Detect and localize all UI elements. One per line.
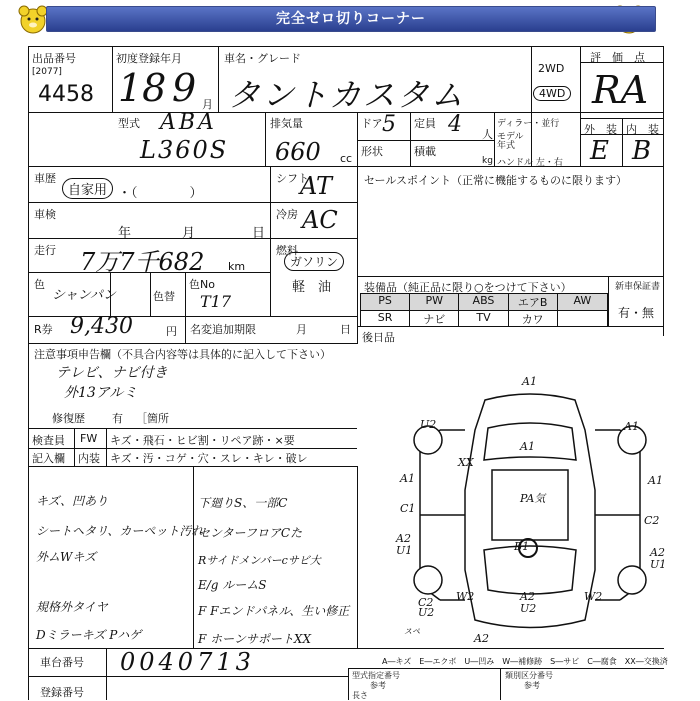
divider (28, 202, 357, 203)
inspector-fw-items: キズ・飛石・ヒビ割・リペア跡・×要 (110, 434, 295, 447)
form-left-border (28, 46, 29, 700)
inspection-day: 日 (252, 226, 266, 241)
shape-label: 形状 (361, 145, 383, 158)
type-code: L360S (140, 136, 229, 164)
registration-label: 初度登録年月 (116, 52, 182, 65)
bear-mascot-left-icon (16, 2, 50, 36)
divider (106, 428, 107, 466)
shift-label: シフト (276, 172, 309, 185)
capacity-unit: 人 (482, 128, 493, 141)
damage-mark: A1 (624, 420, 639, 433)
mileage-unit: km (228, 260, 246, 273)
divider (357, 140, 494, 141)
remark-right: Rサイドメンバーcサビ大 (198, 554, 321, 567)
damage-mark: W2 (456, 590, 475, 603)
rating-exterior-label: 外 装 (584, 123, 617, 136)
sales-point-label: セールスポイント（正常に機能するものに限ります） (364, 174, 628, 187)
damage-mark: A1 (520, 440, 535, 453)
damage-mark: C1 (400, 502, 416, 515)
displacement-unit: cc (340, 152, 353, 165)
bottom-small-e: 長さ (352, 691, 368, 700)
after-rear-label: 後日品 (362, 331, 395, 344)
divider (28, 428, 357, 429)
registration-no-label: 登録番号 (40, 686, 84, 699)
equipment-label: 装備品（純正品に限り○をつけて下さい） (364, 281, 572, 294)
dealer-steering: ハンドル 左・右 (497, 158, 563, 168)
history-label: 車歴 (34, 172, 56, 185)
type-label: 型式 (118, 117, 140, 130)
color-code: T17 (200, 292, 232, 311)
divider (494, 112, 495, 167)
divider (218, 46, 219, 113)
inspector-interior: 内装 (78, 452, 100, 465)
drive-4wd: 4WD (533, 86, 571, 101)
damage-mark: U2 (420, 418, 437, 431)
name-change-label: 名変追加期限 (190, 323, 256, 336)
divider (608, 276, 609, 326)
history-value: 自家用 (62, 178, 113, 199)
inspector-interior-items: キズ・汚・コゲ・穴・スレ・キレ・破レ (110, 452, 308, 465)
divider (357, 166, 358, 344)
damage-mark: U2 (520, 602, 537, 615)
damage-mark: U1 (650, 558, 667, 571)
inspection-month: 月 (182, 226, 196, 241)
divider (74, 428, 75, 466)
bottom-small-b: 類別区分番号 (505, 671, 553, 680)
remark-left: Dミラーキズ Pハゲ (36, 628, 142, 642)
warranty-value: 有・無 (618, 306, 655, 320)
diagram-legend: A―キズ E―エクボ U―凹み W―補修跡 S―サビ C―腐食 XX―交換済 (382, 657, 668, 666)
rating-interior: B (632, 136, 652, 166)
inspector-fw: FW (80, 432, 98, 445)
mileage-label: 走行 (34, 244, 56, 257)
capacity-value: 4 (448, 112, 462, 137)
repair-place: ［箇所 (136, 412, 169, 425)
model-name-value: タントカスタム (228, 76, 466, 114)
displacement-value: 660 (275, 138, 321, 166)
form-right-border (663, 46, 664, 336)
load-label: 積載 (414, 145, 436, 158)
damage-mark: U1 (396, 544, 413, 557)
bottom-small-a: 型式指定番号 (352, 671, 400, 680)
shift-value: AT (300, 172, 333, 200)
type-prefix: ABA (160, 110, 217, 135)
notes-line2: 外13アルミ (64, 385, 138, 401)
equipment-item (558, 311, 607, 327)
dealer-model-year: モデル年式 (497, 132, 524, 151)
rating-interior-label: 内 装 (626, 123, 659, 136)
equipment-item: PW (410, 294, 459, 311)
repair-label: 修復歴 (52, 412, 85, 425)
ac-label: 冷房 (276, 208, 298, 221)
load-unit: kg (482, 156, 493, 166)
divider (357, 466, 358, 649)
divider (150, 272, 151, 316)
rating-exterior: E (590, 136, 609, 166)
recycle-value: 9,430 (70, 314, 133, 339)
divider (112, 46, 113, 113)
remark-right: 下廻りS、一部C (198, 496, 288, 510)
equipment-item: TV (459, 311, 508, 327)
recycle-label: R券 (34, 323, 53, 336)
rating-value: RA (592, 68, 649, 112)
bottom-small-d: 参考 (524, 681, 540, 690)
divider (265, 112, 266, 167)
bottom-small-c: 参考 (370, 681, 386, 690)
divider (185, 272, 186, 316)
model-name-label: 車名・グレード (224, 52, 301, 65)
capacity-label: 定員 (414, 117, 436, 130)
damage-mark: A1 (400, 472, 415, 485)
damage-mark: U2 (418, 606, 435, 619)
color-value: シャンパン (52, 288, 116, 303)
inspector-label-2: 記入欄 (32, 452, 65, 465)
divider (28, 343, 357, 344)
form-top-border (28, 46, 664, 47)
equipment-item: PS (361, 294, 410, 311)
damage-mark: B1 (514, 540, 530, 553)
equipment-item: カワ (509, 311, 558, 327)
lot-number: 4458 (38, 82, 94, 107)
remark-left: 外ムWキズ (36, 550, 97, 564)
registration-month-unit: 月 (202, 98, 213, 111)
damage-mark: A2 (396, 532, 411, 545)
history-suffix: ・（ ） (118, 186, 203, 201)
drive-2wd: 2WD (538, 62, 565, 75)
chassis-value: 0040713 (120, 648, 255, 676)
ac-value: AC (302, 206, 338, 234)
remark-left: シートヘタリ、カーペット汚れ (36, 524, 204, 538)
divider (580, 46, 581, 166)
name-change-month: 月 (296, 323, 307, 336)
damage-mark: A2 (520, 590, 535, 603)
registration-year: 18 (118, 66, 167, 110)
fuel-value: ガソリン (284, 252, 344, 271)
divider (106, 648, 107, 700)
color-code-label: 色No (189, 278, 215, 291)
damage-mark: A2 (474, 632, 489, 645)
fuel-label: 燃料 (276, 244, 298, 257)
damage-mark: A1 (522, 375, 537, 388)
lot-sub-code: [2077] (32, 67, 62, 77)
doors-value: 5 (382, 112, 396, 137)
equipment-item: ABS (459, 294, 508, 311)
divider (28, 676, 348, 677)
divider (348, 668, 349, 700)
doors-label: ドア (361, 117, 383, 130)
divider (270, 166, 271, 316)
divider (193, 466, 194, 649)
banner-title: 完全ゼロ切りコーナー (46, 6, 656, 32)
inspection-year: 年 (118, 226, 132, 241)
repair-value: 有 (112, 412, 123, 425)
equipment-grid (360, 293, 608, 327)
equipment-item: SR (361, 311, 410, 327)
damage-mark: A1 (648, 474, 663, 487)
divider (185, 316, 186, 343)
damage-mark: スペ (404, 627, 420, 636)
rating-label: 評 価 点 (590, 51, 645, 64)
recycle-unit: 円 (166, 325, 177, 338)
damage-mark: XX (458, 456, 474, 469)
divider (531, 46, 532, 166)
damage-mark: C2 (644, 514, 660, 527)
mileage-value: 7万7千682 (80, 248, 205, 276)
name-change-day: 日 (340, 323, 351, 336)
registration-month: 9 (172, 66, 197, 110)
inspector-label-1: 検査員 (32, 434, 65, 447)
divider (357, 276, 664, 277)
equipment-item: ナビ (410, 311, 459, 327)
equipment-item: AW (558, 294, 607, 311)
divider (500, 668, 501, 700)
chassis-label: 車台番号 (40, 656, 84, 669)
notes-label: 注意事項申告欄（不具合内容等は具体的に記入して下さい） (34, 348, 331, 361)
divider (348, 668, 664, 669)
damage-mark: PA気 (520, 492, 546, 505)
damage-mark: A2 (650, 546, 665, 559)
remark-right: F ホーンサポートXX (198, 632, 311, 646)
displacement-label: 排気量 (270, 117, 303, 130)
remark-left: キズ、凹あり (36, 494, 109, 508)
fuel-sub: 軽 油 (292, 280, 332, 295)
damage-mark: W2 (584, 590, 603, 603)
divider (28, 448, 357, 449)
remark-right: F Fエンドパネル、生い修正 (198, 604, 350, 618)
inspection-label: 車検 (34, 208, 56, 221)
notes-line1: テレビ、ナビ付き (56, 365, 168, 381)
remark-right: センターフロアCた (198, 526, 303, 540)
remark-right: E/g ルームS (198, 578, 267, 592)
warranty-label: 新車保証書 (615, 282, 661, 292)
remark-left: 規格外タイヤ (36, 600, 108, 614)
divider (28, 166, 664, 167)
lot-label: 出品番号 (32, 52, 76, 65)
color-label: 色 (34, 278, 45, 291)
damage-mark: C2 (418, 596, 434, 609)
color-change-label: 色替 (153, 290, 175, 303)
divider (622, 118, 623, 166)
equipment-item: エアB (509, 294, 558, 311)
dealer-label: ディラー・並行 (497, 119, 560, 129)
